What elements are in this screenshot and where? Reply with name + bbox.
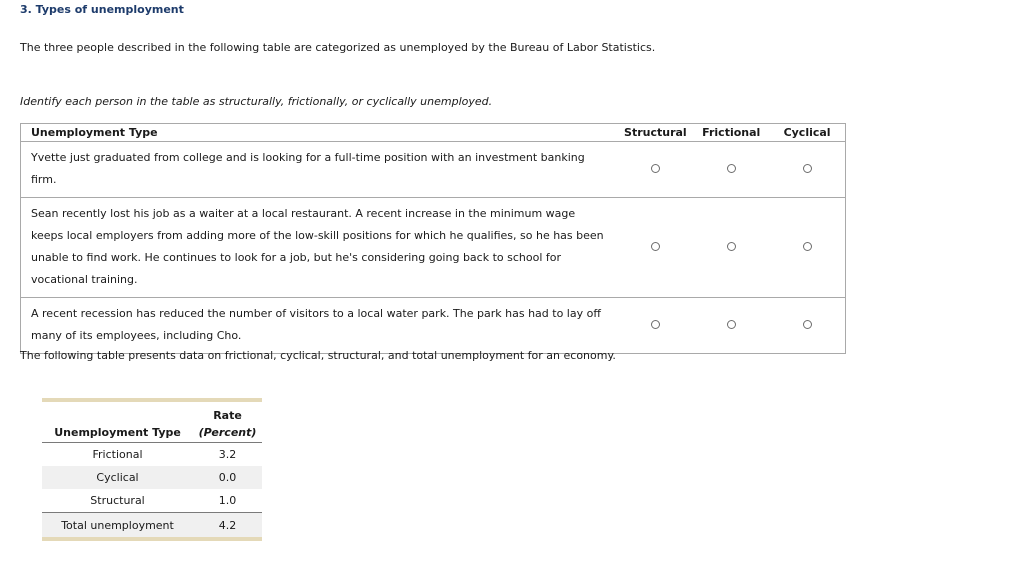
table-bottom-rule: [42, 537, 262, 541]
rate-header: Rate: [213, 409, 242, 422]
cyclical-header: Cyclical: [769, 124, 845, 142]
percent-header: (Percent): [193, 422, 262, 443]
sean-cyclical-radio[interactable]: [803, 242, 812, 251]
row-rate: 3.2: [218, 448, 237, 461]
row-type: Frictional: [92, 448, 143, 461]
table-row: [42, 489, 262, 513]
yvette-frictional-radio[interactable]: [727, 164, 736, 173]
yvette-cyclical-radio[interactable]: [803, 164, 812, 173]
total-row: [42, 513, 262, 538]
table-row: [21, 142, 846, 198]
sean-frictional-radio[interactable]: [727, 242, 736, 251]
unemployment-type-column-header: Unemployment Type: [42, 422, 193, 443]
row-type: Cyclical: [42, 466, 193, 489]
data-note: The following table presents data on frictional, cyclical, structural, and total unemployment for an economy.: [20, 349, 616, 362]
cho-structural-radio[interactable]: [651, 320, 660, 329]
yvette-description: Yvette just graduated from college and is looking for a full-time position with an investment banking firm.: [21, 142, 618, 198]
cho-cyclical-radio[interactable]: [803, 320, 812, 329]
yvette-structural-radio[interactable]: [651, 164, 660, 173]
table-row: [42, 443, 262, 467]
frictional-header: Frictional: [693, 124, 769, 142]
classification-header-row: [21, 124, 846, 142]
table-row: [21, 298, 846, 354]
row-rate: 0.0: [193, 466, 262, 489]
classification-table: [20, 123, 846, 354]
row-type: Structural: [90, 494, 145, 507]
row-rate: 1.0: [218, 494, 237, 507]
table-row: [42, 466, 262, 489]
cho-frictional-radio[interactable]: [727, 320, 736, 329]
instruction-text: Identify each person in the table as structurally, frictionally, or cyclically unemployed.: [20, 95, 493, 108]
cho-description: A recent recession has reduced the number of visitors to a local water park. The park has had to lay off many of its employees, including Cho.: [21, 298, 618, 354]
sean-structural-radio[interactable]: [651, 242, 660, 251]
section-title: 3. Types of unemployment: [20, 3, 184, 16]
unemployment-type-header: Unemployment Type: [21, 124, 618, 142]
structural-header: Structural: [617, 124, 693, 142]
total-label: Total unemployment: [42, 513, 193, 538]
unemployment-data-table: [42, 398, 262, 541]
table-row: [21, 198, 846, 298]
intro-text: The three people described in the following table are categorized as unemployed by the Bureau of Labor Statistics.: [20, 41, 656, 54]
total-rate: 4.2: [193, 513, 262, 538]
sean-description: Sean recently lost his job as a waiter at a local restaurant. A recent increase in the minimum wage keeps local employers from adding more of the low-skill positions for which he qualifies, so he has been unable to find work. He continues to look for a job, but he's considering going back to school for vocational training.: [21, 198, 618, 298]
